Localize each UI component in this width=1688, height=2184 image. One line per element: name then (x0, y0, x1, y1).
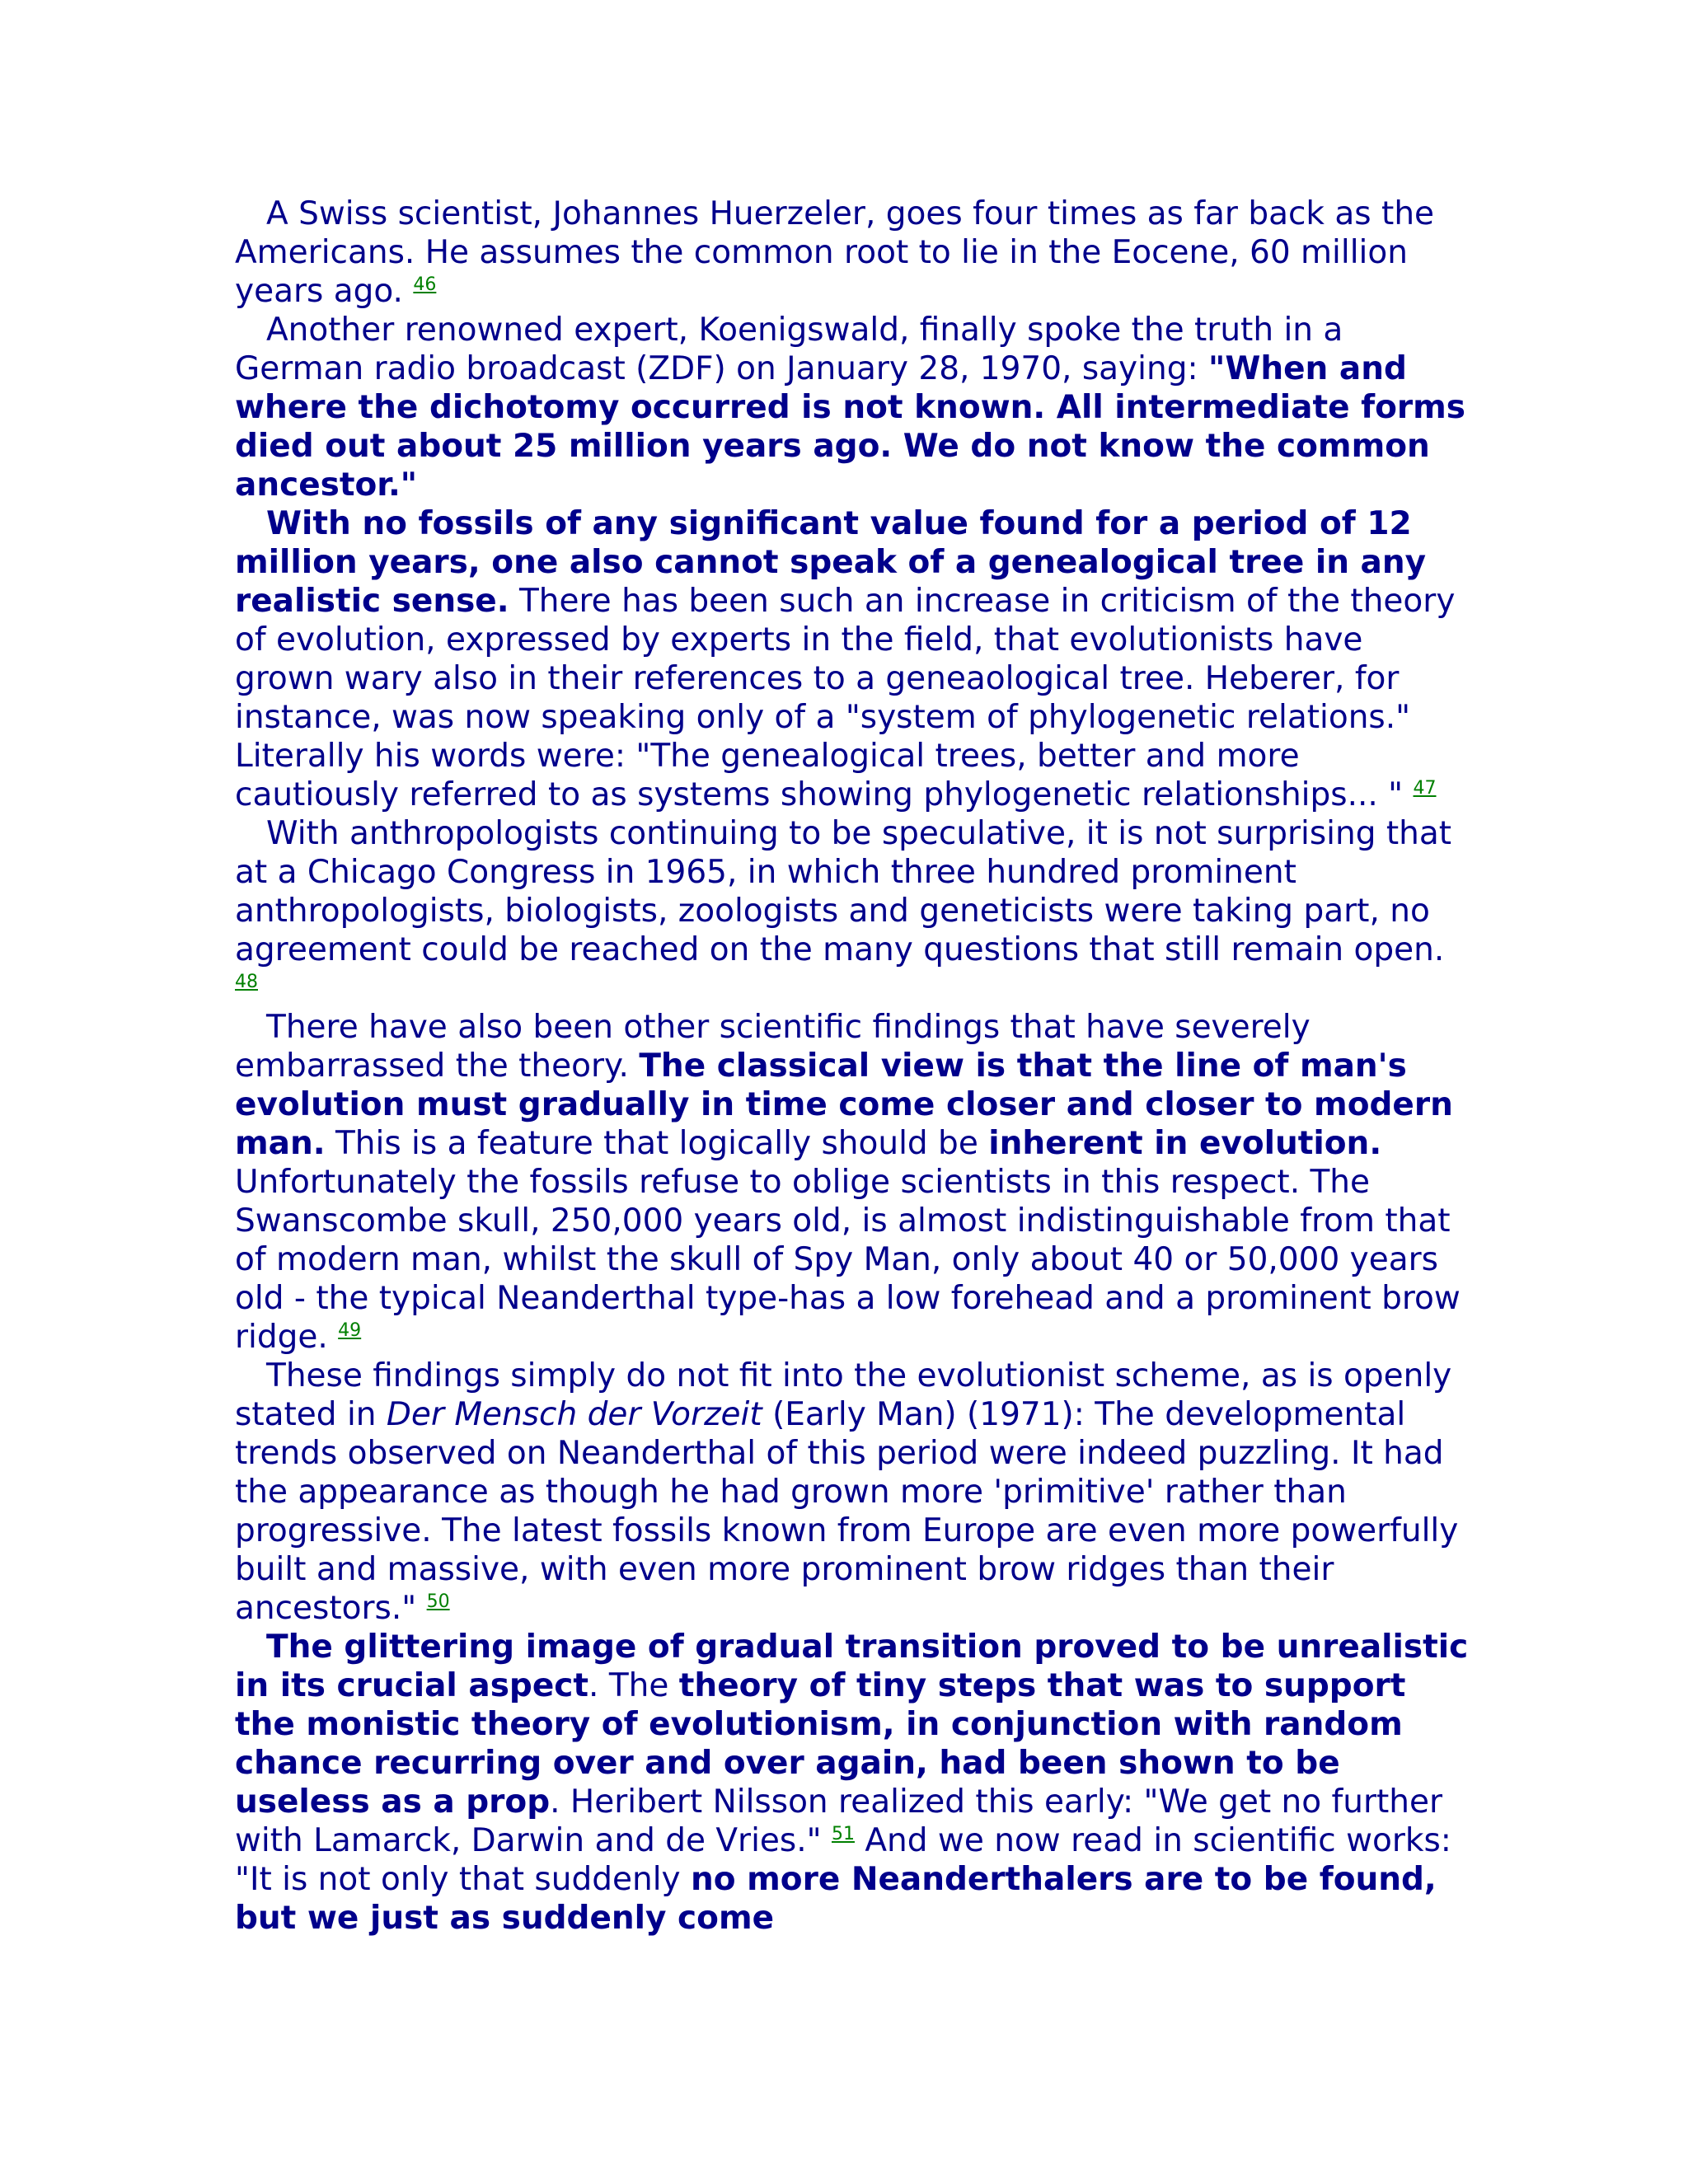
paragraph (235, 311, 1471, 504)
paragraph (235, 1357, 1471, 1628)
bold-phrase: inherent in evolution. (988, 1125, 1382, 1162)
paragraph (235, 504, 1471, 814)
text-run: There has been such an increase in criticism of the theory of evolution, expressed by experts in the field, that evolutionists have grown wary also in their references to a geneaological tree. Heberer, for instance, was now speaking only of a "system of phylogenetic relations." Literally his words were: "The genealogical trees, better and more cautiously referred to as systems showing phylogenetic relationships... " (235, 583, 1456, 813)
text-run: This is a feature that logically should be (325, 1125, 989, 1162)
document-body (235, 194, 1471, 1938)
paragraph (235, 1008, 1471, 1357)
footnote-ref-48[interactable]: 48 (235, 972, 258, 992)
paragraph (235, 814, 1471, 1008)
paragraph (235, 1628, 1471, 1938)
bold-quote: "When and where the dichotomy occurred is not known. All intermediate forms died out about 25 million years ago. We do not know the common ancestor." (235, 350, 1465, 504)
text-run: . The (588, 1667, 679, 1704)
text-run: Unfortunately the fossils refuse to oblige scientists in this respect. The Swanscombe skull, 250,000 years old, is almost indistinguishable from that of modern man, whilst the skull of Spy Man, only about 40 or 50,000 years old - the typical Neanderthal type-has a low forehead and a prominent brow ridge. (235, 1164, 1461, 1356)
text-run: (Early Man) (1971): The developmental trends observed on Neanderthal of this period were indeed puzzling. It had the appearance as though he had grown more 'primitive' rather than progressive. The latest fossils known from Europe are even more powerfully built and massive, with even more prominent brow ridges than their ancestors." (235, 1396, 1459, 1627)
footnote-ref-51[interactable]: 51 (831, 1824, 855, 1844)
text-run: There have also been other scientific findings that have severely embarrassed the theory. (235, 1009, 1311, 1085)
bold-statement: The classical view is that the line of man's evolution must gradually in time come closer and closer to modern man. (235, 1047, 1453, 1162)
book-title: Der Mensch der Vorzeit (386, 1396, 762, 1433)
bold-statement: With no fossils of any significant value found for a period of 12 million years, one also cannot speak of a genealogical tree in any realistic sense. (235, 505, 1427, 620)
footnote-ref-46[interactable]: 46 (413, 274, 437, 295)
footnote-ref-49[interactable]: 49 (338, 1320, 362, 1341)
footnote-ref-50[interactable]: 50 (426, 1591, 450, 1612)
text-run: Another renowned expert, Koenigswald, finally spoke the truth in a German radio broadcast (ZDF) on January 28, 1970, saying: (235, 312, 1343, 387)
bold-statement: The glittering image of gradual transition proved to be unrealistic in its crucial aspect (235, 1629, 1469, 1704)
text-run: . Heribert Nilsson realized this early: "We get no further with Lamarck, Darwin and de Vries." (235, 1783, 1443, 1859)
text-run: With anthropologists continuing to be speculative, it is not surprising that at a Chicago Congress in 1965, in which three hundred prominent anthropologists, biologists, zoologists and geneticists were taking part, no agreement could be reached on the many questions that still remain open. (235, 815, 1452, 968)
bold-statement: no more Neanderthalers are to be found, but we just as suddenly come (235, 1861, 1437, 1937)
bold-statement: theory of tiny steps that was to support the monistic theory of evolutionism, in conjunction with random chance recurring over and over again, had been shown to be useless as a prop (235, 1667, 1406, 1821)
text-run: And we now read in scientific works: "It is not only that suddenly (235, 1822, 1451, 1898)
footnote-ref-47[interactable]: 47 (1413, 778, 1437, 799)
text-run: These findings simply do not fit into the evolutionist scheme, as is openly stated in (235, 1357, 1452, 1433)
paragraph (235, 194, 1471, 311)
text-run: A Swiss scientist, Johannes Huerzeler, goes four times as far back as the Americans. He assumes the common root to lie in the Eocene, 60 million years ago. (235, 195, 1435, 310)
